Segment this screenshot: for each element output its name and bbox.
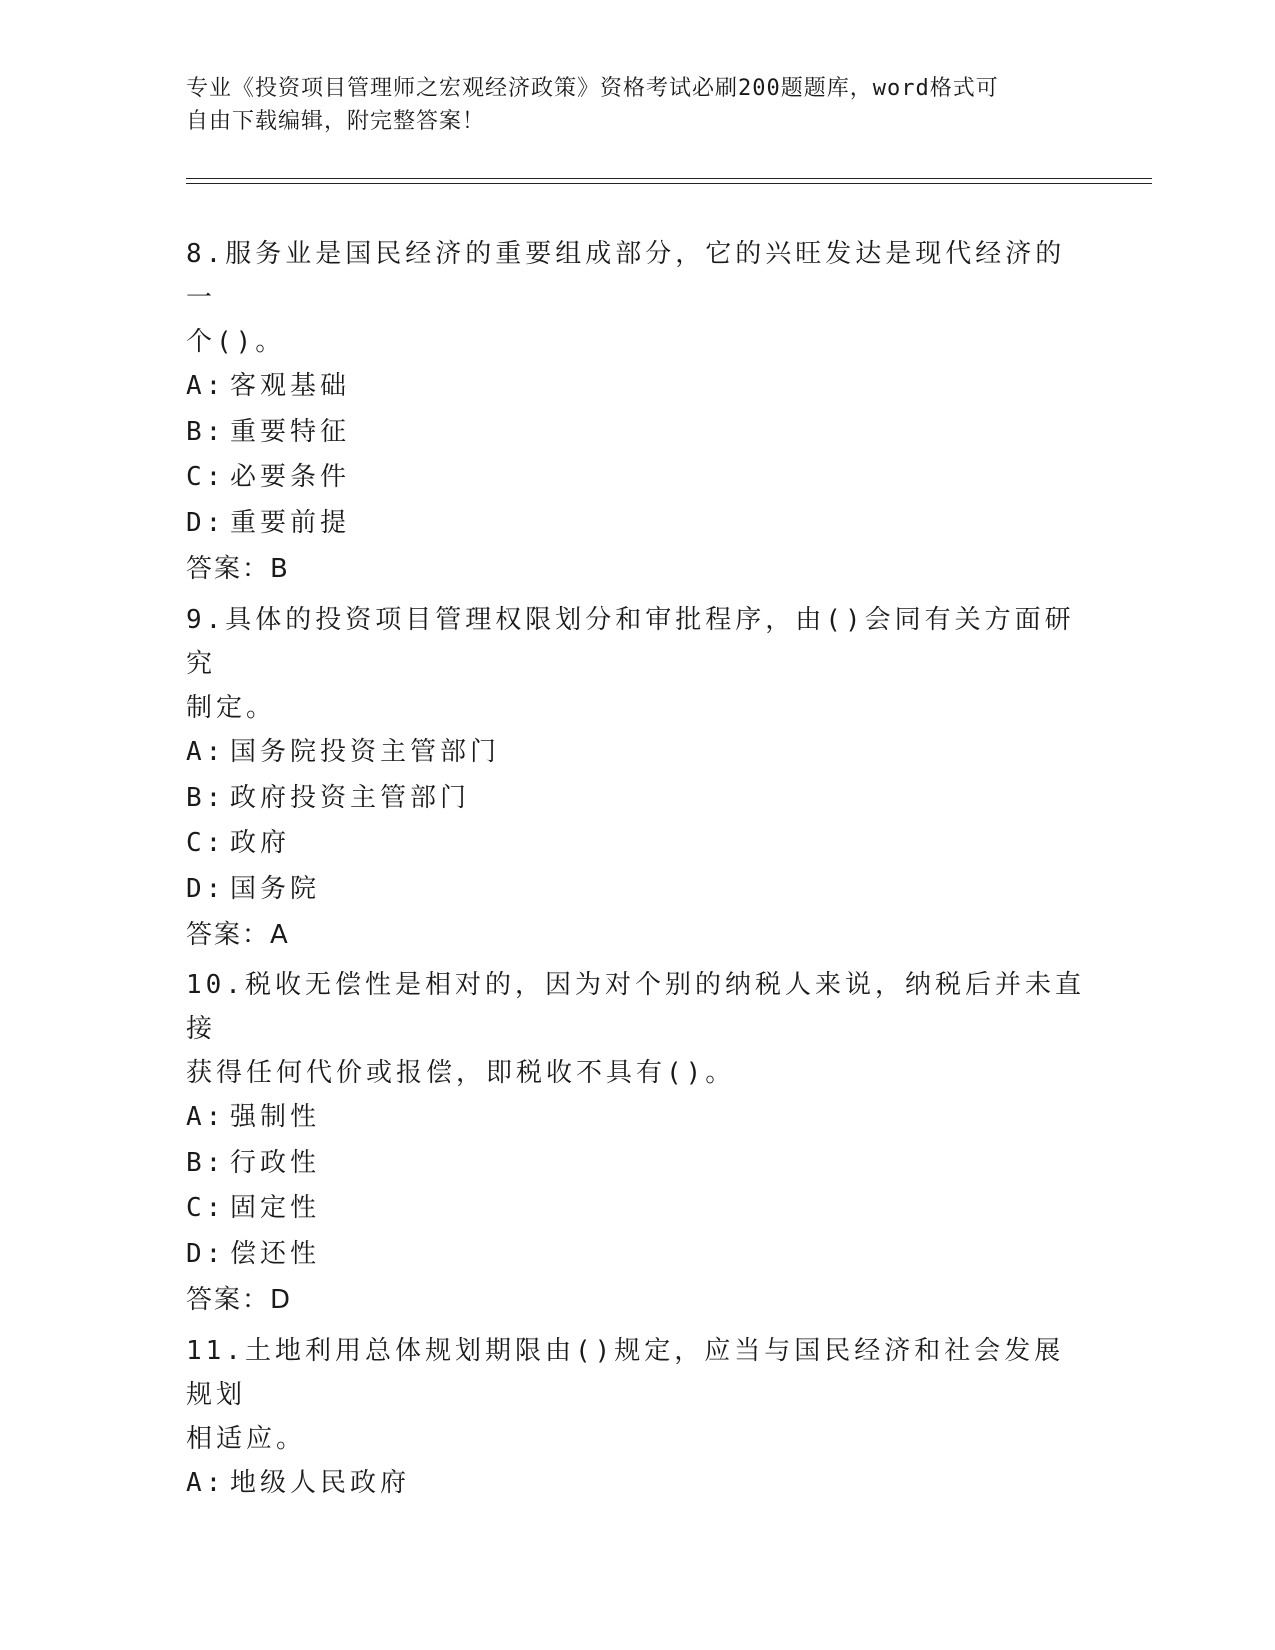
option-letter: C:: [186, 1193, 226, 1223]
option-text: 政府: [230, 828, 291, 858]
answer-line: 答案：D: [186, 1285, 293, 1315]
header-line-2: 自由下载编辑，附完整答案！: [186, 109, 486, 134]
options-list: [186, 1095, 1086, 1277]
stem-line: 个()。: [186, 327, 286, 357]
answer-line: 答案：B: [186, 554, 290, 584]
question-stem: [186, 232, 1086, 364]
question-stem: [186, 1329, 1086, 1461]
option-d: [186, 501, 1086, 547]
option-a: [186, 364, 1086, 410]
question-stem: [186, 598, 1086, 730]
options-list: [186, 1461, 1086, 1507]
option-text: 国务院投资主管部门: [230, 737, 501, 767]
option-d: [186, 867, 1086, 913]
answer-line: 答案：A: [186, 920, 290, 950]
question-stem: [186, 963, 1086, 1095]
header-rule-top: [186, 178, 1152, 179]
option-d: [186, 1232, 1086, 1278]
options-list: [186, 730, 1086, 912]
option-letter: A:: [186, 1102, 226, 1132]
option-text: 偿还性: [230, 1238, 321, 1269]
option-letter: B:: [186, 1147, 226, 1178]
question-11: [186, 1329, 1086, 1507]
option-text: 重要前提: [230, 507, 351, 538]
option-letter: D:: [186, 507, 226, 538]
stem-line: 相适应。: [186, 1424, 307, 1454]
option-text: 必要条件: [230, 462, 351, 492]
option-text: 强制性: [230, 1102, 321, 1132]
option-c: [186, 1186, 1086, 1232]
option-a: [186, 730, 1086, 776]
header-line-1: 专业《投资项目管理师之宏观经济政策》资格考试必刷200题题库，word格式可: [186, 76, 999, 101]
option-a: [186, 1095, 1086, 1141]
option-letter: B:: [186, 782, 226, 813]
option-b: [186, 1141, 1086, 1187]
option-letter: A:: [186, 371, 226, 401]
stem-line: 8.服务业是国民经济的重要组成部分，它的兴旺发达是现代经济的一: [186, 239, 1066, 313]
stem-line: 9.具体的投资项目管理权限划分和审批程序，由()会同有关方面研究: [186, 605, 1075, 679]
option-letter: C:: [186, 462, 226, 492]
option-letter: C:: [186, 828, 226, 858]
option-text: 国务院: [230, 873, 321, 904]
stem-line: 11.土地利用总体规划期限由()规定，应当与国民经济和社会发展规划: [186, 1336, 1065, 1410]
option-text: 客观基础: [230, 371, 351, 401]
stem-line: 制定。: [186, 693, 277, 723]
stem-line: 10.税收无偿性是相对的，因为对个别的纳税人来说，纳税后并未直接: [186, 970, 1085, 1044]
option-letter: B:: [186, 416, 226, 447]
question-8: [186, 232, 1086, 592]
option-letter: A:: [186, 1468, 226, 1498]
option-a: [186, 1461, 1086, 1507]
option-text: 固定性: [230, 1193, 321, 1223]
stem-line: 获得任何代价或报偿，即税收不具有()。: [186, 1058, 736, 1088]
option-letter: D:: [186, 873, 226, 904]
document-header: [186, 72, 1066, 138]
option-text: 政府投资主管部门: [230, 782, 471, 813]
options-list: [186, 364, 1086, 546]
header-rule-bottom: [186, 183, 1152, 184]
option-c: [186, 821, 1086, 867]
question-9: [186, 598, 1086, 958]
question-10: [186, 963, 1086, 1323]
option-text: 地级人民政府: [230, 1468, 411, 1498]
option-text: 重要特征: [230, 416, 351, 447]
option-letter: A:: [186, 737, 226, 767]
option-letter: D:: [186, 1238, 226, 1269]
option-b: [186, 410, 1086, 456]
option-text: 行政性: [230, 1147, 321, 1178]
option-c: [186, 455, 1086, 501]
option-b: [186, 776, 1086, 822]
